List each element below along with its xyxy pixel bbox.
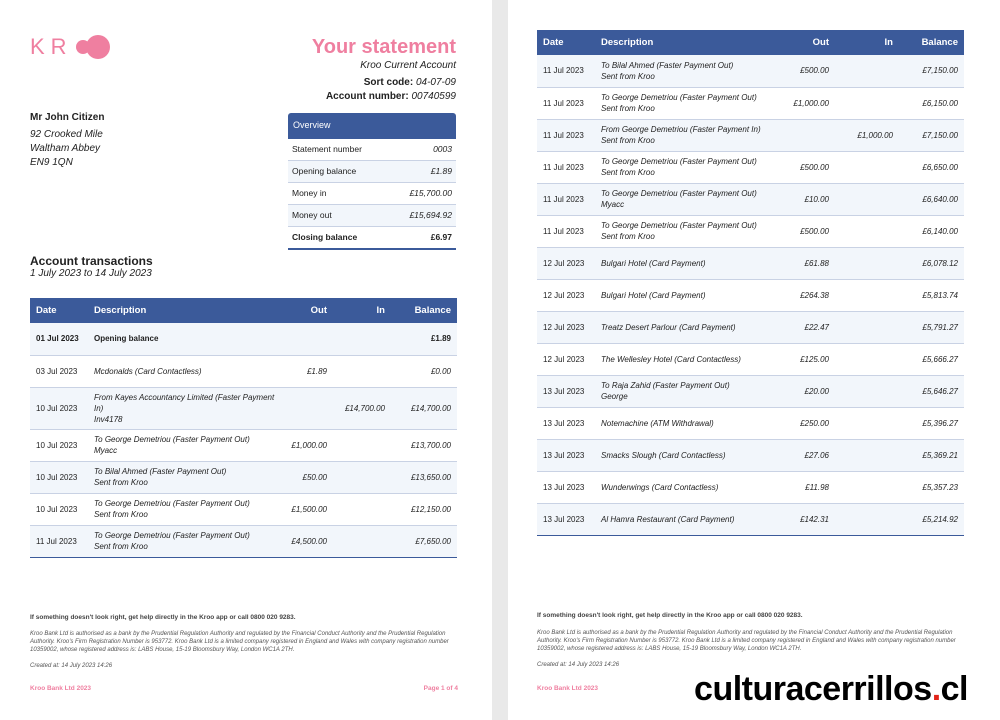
cell-balance: £1.89 [391, 323, 457, 355]
address-line-1: 92 Crooked Mile [30, 129, 103, 140]
cell-in [835, 439, 899, 471]
statement-title: Your statement [311, 36, 456, 58]
cell-date: 11 Jul 2023 [537, 119, 595, 151]
cell-date: 13 Jul 2023 [537, 503, 595, 535]
cell-description: Mcdonalds (Card Contactless) [88, 355, 283, 387]
cell-balance: £6,640.00 [899, 183, 964, 215]
cell-balance: £5,357.23 [899, 471, 964, 503]
table-row [537, 183, 964, 215]
table-row [537, 439, 964, 471]
table-row [537, 215, 964, 247]
table-header-row [537, 30, 964, 55]
cell-in [333, 429, 391, 461]
cell-in [835, 55, 899, 87]
cell-description: From George Demetriou (Faster Payment In) Sent from Kroo [595, 119, 775, 151]
cell-description: To Bilal Ahmed (Faster Payment Out) Sent from Kroo [595, 55, 775, 87]
cell-date: 10 Jul 2023 [30, 461, 88, 493]
table-row [30, 355, 457, 387]
cell-in: £14,700.00 [333, 387, 391, 429]
cell-in [835, 503, 899, 535]
cell-date: 13 Jul 2023 [537, 375, 595, 407]
cell-balance: £5,646.27 [899, 375, 964, 407]
kroo-logo-oo-icon [73, 34, 111, 60]
cell-balance: £5,791.27 [899, 311, 964, 343]
col-date: Date [30, 298, 88, 323]
footer-legal-p2: Kroo Bank Ltd is authorised as a bank by the Prudential Regulation Authority and regulated by the Financial Conduct Authority and the Prudential Regulation Authority. Kroo's Firm Registration Number is 953772. Kroo Bank Ltd is a limited company registered in England and Wales with company registration number 10359002, whose registered address is: LABS House, 15-19 Bloomsbury Way, London WC1A 2TH. [537, 630, 956, 652]
col-description: Description [595, 30, 775, 55]
col-date: Date [537, 30, 595, 55]
overview-row: Money in £15,700.00 [288, 183, 456, 205]
cell-in [835, 215, 899, 247]
cell-out: £125.00 [775, 343, 835, 375]
table-row [537, 375, 964, 407]
table-row [537, 119, 964, 151]
cell-description: Wunderwings (Card Contactless) [595, 471, 775, 503]
account-number: Account number: 00740599 [325, 91, 456, 102]
cell-out: £1,000.00 [775, 87, 835, 119]
table-row [537, 151, 964, 183]
cell-description: To George Demetriou (Faster Payment Out) Sent from Kroo [88, 493, 283, 525]
cell-out: £1,000.00 [283, 429, 333, 461]
table-row [537, 311, 964, 343]
table-header-row [30, 298, 457, 323]
cell-in [333, 323, 391, 355]
sort-code: Sort code: 04-07-09 [363, 77, 456, 88]
col-out: Out [283, 298, 333, 323]
cell-description: To George Demetriou (Faster Payment Out) Sent from Kroo [595, 151, 775, 183]
cell-balance: £7,150.00 [899, 119, 964, 151]
table-row [30, 461, 457, 493]
cell-out [283, 323, 333, 355]
cell-out: £142.31 [775, 503, 835, 535]
page-number: Page 1 of 4 [423, 685, 458, 692]
cell-out [283, 387, 333, 429]
cell-description: To George Demetriou (Faster Payment Out) Sent from Kroo [595, 87, 775, 119]
cell-out: £10.00 [775, 183, 835, 215]
cell-description: Bulgari Hotel (Card Payment) [595, 247, 775, 279]
cell-description: Treatz Desert Parlour (Card Payment) [595, 311, 775, 343]
cell-balance: £7,150.00 [899, 55, 964, 87]
cell-in: £1,000.00 [835, 119, 899, 151]
cell-out: £20.00 [775, 375, 835, 407]
cell-description: Al Hamra Restaurant (Card Payment) [595, 503, 775, 535]
overview-row: Money out £15,694.92 [288, 205, 456, 227]
cell-out: £500.00 [775, 215, 835, 247]
cell-in [835, 311, 899, 343]
cell-out: £1.89 [283, 355, 333, 387]
footer-help: If something doesn't look right, get help directly in the Kroo app or call 0800 020 9283. [30, 614, 296, 621]
cell-date: 10 Jul 2023 [30, 387, 88, 429]
cell-out: £4,500.00 [283, 525, 333, 557]
cell-date: 11 Jul 2023 [30, 525, 88, 557]
cell-description: From Kayes Accountancy Limited (Faster Payment In) Inv4178 [88, 387, 283, 429]
table-row [537, 279, 964, 311]
overview-box [288, 113, 456, 250]
cell-date: 13 Jul 2023 [537, 439, 595, 471]
cell-out: £264.38 [775, 279, 835, 311]
cell-description: Notemachine (ATM Withdrawal) [595, 407, 775, 439]
cell-balance: £6,140.00 [899, 215, 964, 247]
cell-in [835, 279, 899, 311]
cell-out: £500.00 [775, 55, 835, 87]
cell-date: 11 Jul 2023 [537, 87, 595, 119]
transactions-body-page-1 [30, 323, 457, 557]
table-row [30, 387, 457, 429]
cell-balance: £5,666.27 [899, 343, 964, 375]
cell-balance: £5,369.21 [899, 439, 964, 471]
col-balance: Balance [899, 30, 964, 55]
cell-description: To George Demetriou (Faster Payment Out) Sent from Kroo [88, 525, 283, 557]
account-type: Kroo Current Account [360, 60, 456, 71]
cell-out: £22.47 [775, 311, 835, 343]
table-row [537, 343, 964, 375]
cell-in [835, 375, 899, 407]
cell-date: 03 Jul 2023 [30, 355, 88, 387]
transactions-period: 1 July 2023 to 14 July 2023 [30, 268, 152, 279]
cell-in [333, 461, 391, 493]
col-in: In [333, 298, 391, 323]
cell-date: 12 Jul 2023 [537, 343, 595, 375]
cell-balance: £6,078.12 [899, 247, 964, 279]
col-description: Description [88, 298, 283, 323]
cell-balance: £13,700.00 [391, 429, 457, 461]
cell-description: To Raja Zahid (Faster Payment Out) George [595, 375, 775, 407]
cell-date: 11 Jul 2023 [537, 183, 595, 215]
cell-description: To George Demetriou (Faster Payment Out) Myacc [88, 429, 283, 461]
cell-date: 11 Jul 2023 [537, 215, 595, 247]
overview-title: Overview [288, 113, 456, 139]
cell-date: 12 Jul 2023 [537, 279, 595, 311]
cell-in [333, 355, 391, 387]
cell-date: 01 Jul 2023 [30, 323, 88, 355]
cell-in [333, 493, 391, 525]
cell-balance: £5,813.74 [899, 279, 964, 311]
cell-out: £27.06 [775, 439, 835, 471]
footer-legal: Kroo Bank Ltd is authorised as a bank by the Prudential Regulation Authority and regulated by the Financial Conduct Authority and the Prudential Regulation Authority. Kroo's Firm Registration Number is 953772. Kroo Bank Ltd is a limited company registered in England and Wales with company registration number 10359002, whose registered address is: LABS House, 15-19 Bloomsbury Way, London WC1A 2TH. [30, 631, 449, 653]
cell-balance: £7,650.00 [391, 525, 457, 557]
cell-balance: £12,150.00 [391, 493, 457, 525]
cell-out: £1,500.00 [283, 493, 333, 525]
cell-in [333, 525, 391, 557]
cell-balance: £6,650.00 [899, 151, 964, 183]
cell-out: £11.98 [775, 471, 835, 503]
cell-out [775, 119, 835, 151]
transactions-table-page-1 [30, 298, 457, 558]
table-row [537, 471, 964, 503]
cell-balance: £5,214.92 [899, 503, 964, 535]
overview-row-closing: Closing balance £6.97 [288, 227, 456, 250]
cell-out: £500.00 [775, 151, 835, 183]
cell-date: 13 Jul 2023 [537, 471, 595, 503]
cell-date: 12 Jul 2023 [537, 311, 595, 343]
cell-in [835, 183, 899, 215]
cell-balance: £0.00 [391, 355, 457, 387]
cell-out: £50.00 [283, 461, 333, 493]
table-row-opening [30, 323, 457, 355]
watermark: culturacerrillos.cl [694, 670, 968, 708]
cell-date: 10 Jul 2023 [30, 493, 88, 525]
table-row [537, 407, 964, 439]
cell-in [835, 247, 899, 279]
cell-in [835, 343, 899, 375]
cell-balance: £13,650.00 [391, 461, 457, 493]
cell-out: £61.88 [775, 247, 835, 279]
cell-description: The Wellesley Hotel (Card Contactless) [595, 343, 775, 375]
cell-balance: £14,700.00 [391, 387, 457, 429]
cell-date: 13 Jul 2023 [537, 407, 595, 439]
table-row [537, 503, 964, 535]
kroo-logo: KR [30, 34, 111, 60]
transactions-title: Account transactions [30, 254, 153, 268]
transactions-table-page-2 [537, 30, 964, 536]
footer-created-p2: Created at: 14 July 2023 14:26 [537, 662, 620, 668]
footer-company: Kroo Bank Ltd 2023 [30, 685, 92, 692]
table-row [537, 55, 964, 87]
cell-in [835, 87, 899, 119]
cell-balance: £6,150.00 [899, 87, 964, 119]
col-in: In [835, 30, 899, 55]
table-row [537, 87, 964, 119]
cell-date: 11 Jul 2023 [537, 55, 595, 87]
cell-description: To George Demetriou (Faster Payment Out) Myacc [595, 183, 775, 215]
footer-created: Created at: 14 July 2023 14:26 [30, 663, 113, 669]
footer-company-p2: Kroo Bank Ltd 2023 [537, 685, 599, 692]
cell-in [835, 151, 899, 183]
table-row [30, 429, 457, 461]
table-row [30, 493, 457, 525]
overview-row: Statement number 0003 [288, 139, 456, 161]
cell-date: 12 Jul 2023 [537, 247, 595, 279]
cell-date: 10 Jul 2023 [30, 429, 88, 461]
address-postcode: EN9 1QN [30, 157, 73, 168]
cell-date: 11 Jul 2023 [537, 151, 595, 183]
cell-balance: £5,396.27 [899, 407, 964, 439]
table-row [537, 247, 964, 279]
cell-description: To Bilal Ahmed (Faster Payment Out) Sent from Kroo [88, 461, 283, 493]
cell-description: Opening balance [88, 323, 283, 355]
table-row [30, 525, 457, 557]
cell-description: To George Demetriou (Faster Payment Out) Sent from Kroo [595, 215, 775, 247]
cell-description: Smacks Slough (Card Contactless) [595, 439, 775, 471]
footer-help-p2: If something doesn't look right, get help directly in the Kroo app or call 0800 020 9283. [537, 612, 803, 619]
overview-row: Opening balance £1.89 [288, 161, 456, 183]
cell-description: Bulgari Hotel (Card Payment) [595, 279, 775, 311]
col-out: Out [775, 30, 835, 55]
cell-in [835, 407, 899, 439]
address-line-2: Waltham Abbey [30, 143, 101, 154]
col-balance: Balance [391, 298, 457, 323]
customer-name: Mr John Citizen [30, 112, 105, 123]
cell-in [835, 471, 899, 503]
transactions-body-page-2 [537, 55, 964, 535]
cell-out: £250.00 [775, 407, 835, 439]
